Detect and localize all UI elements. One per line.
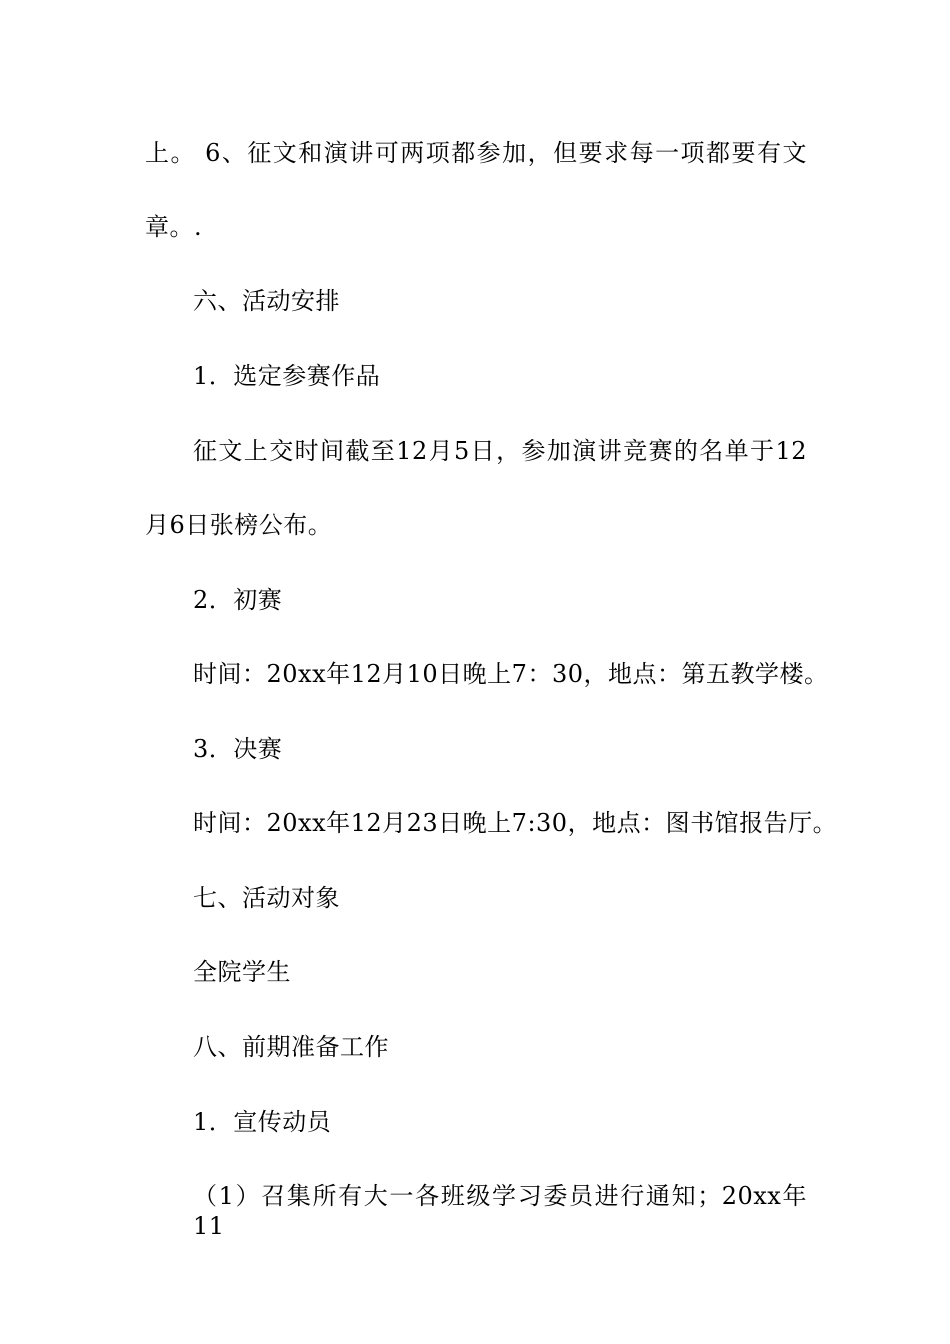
subsection-heading: 3．决赛 xyxy=(193,735,283,763)
subsection-heading: 1．选定参赛作品 xyxy=(193,362,381,390)
paragraph-line: 月6日张榜公布。 xyxy=(145,511,333,539)
paragraph-line: 章。. xyxy=(145,213,203,241)
section-heading: 六、活动安排 xyxy=(193,287,340,315)
section-heading: 七、活动对象 xyxy=(193,884,340,912)
paragraph-line: （1）召集所有大一各班级学习委员进行通知；20xx年11 xyxy=(193,1182,807,1240)
subsection-heading: 1．宣传动员 xyxy=(193,1108,332,1136)
paragraph-line: 时间：20xx年12月10日晚上7：30，地点：第五教学楼。 xyxy=(193,660,829,688)
section-heading: 八、前期准备工作 xyxy=(193,1033,389,1061)
paragraph-line: 上。 6、征文和演讲可两项都参加，但要求每一项都要有文 xyxy=(145,139,807,167)
paragraph-line: 征文上交时间截至12月5日，参加演讲竞赛的名单于12 xyxy=(193,437,807,465)
paragraph-line: 全院学生 xyxy=(193,958,291,986)
subsection-heading: 2．初赛 xyxy=(193,586,283,614)
paragraph-line: 时间：20xx年12月23日晚上7:30，地点：图书馆报告厅。 xyxy=(193,809,838,837)
